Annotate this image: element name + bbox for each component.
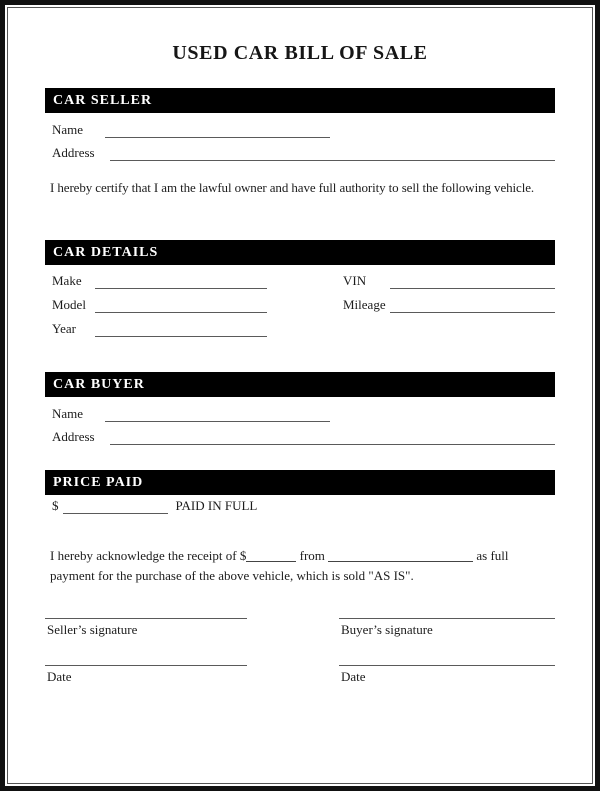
year-input[interactable] [95, 321, 267, 337]
currency-symbol: $ [52, 498, 59, 513]
price-section [45, 470, 555, 514]
price-amount-input[interactable] [63, 498, 168, 514]
seller-name-input[interactable] [105, 122, 330, 138]
seller-signature-label: Seller’s signature [47, 622, 138, 637]
payer-name-input[interactable] [328, 548, 473, 562]
make-label: Make [52, 273, 82, 288]
seller-name-row [45, 121, 555, 138]
model-input[interactable] [95, 297, 267, 313]
ack-segment-as-full: as full [476, 548, 509, 563]
make-input[interactable] [95, 273, 267, 289]
ack-segment-receipt: I hereby acknowledge the receipt of $ [50, 548, 247, 563]
seller-name-label: Name [52, 122, 84, 137]
buyer-name-input[interactable] [105, 406, 330, 422]
details-right-column [343, 272, 555, 344]
buyer-address-row [45, 428, 555, 445]
seller-signature-column [45, 618, 247, 685]
seller-section [45, 88, 555, 161]
model-label: Model [52, 297, 86, 312]
details-grid [45, 272, 555, 344]
vin-row [343, 272, 555, 289]
buyer-name-label: Name [52, 406, 84, 421]
page-inner-frame [7, 7, 593, 784]
seller-address-label: Address [52, 145, 95, 160]
price-section-header: PRICE PAID [45, 470, 555, 495]
make-row [45, 272, 298, 289]
mileage-row [343, 296, 555, 313]
page-title: USED CAR BILL OF SALE [172, 42, 428, 64]
paid-in-full-label: PAID IN FULL [175, 498, 258, 513]
seller-address-row [45, 144, 555, 161]
details-left-column [45, 272, 298, 344]
model-row [45, 296, 298, 313]
ack-segment-from: from [299, 548, 325, 563]
signature-block [45, 618, 555, 685]
buyer-signature-column [339, 618, 555, 685]
seller-date-label: Date [47, 669, 72, 684]
vin-input[interactable] [390, 273, 555, 289]
buyer-section-header: CAR BUYER [45, 372, 555, 397]
seller-section-header: CAR SELLER [45, 88, 555, 113]
vin-label: VIN [343, 273, 367, 288]
price-row [45, 497, 555, 514]
certification-text: I hereby certify that I am the lawful owner and have full authority to sell the following vehicle. [50, 180, 535, 195]
buyer-section [45, 372, 555, 445]
buyer-address-label: Address [52, 429, 95, 444]
mileage-label: Mileage [343, 297, 386, 312]
mileage-input[interactable] [390, 297, 555, 313]
details-section [45, 240, 555, 344]
buyer-signature-label: Buyer’s signature [341, 622, 433, 637]
receipt-amount-input[interactable] [246, 548, 296, 562]
year-label: Year [52, 321, 76, 336]
seller-address-input[interactable] [110, 145, 555, 161]
buyer-date-label: Date [341, 669, 366, 684]
details-section-header: CAR DETAILS [45, 240, 555, 265]
buyer-address-input[interactable] [110, 429, 555, 445]
ack-segment-payment: payment for the purchase of the above vehicle, which is sold "AS IS". [50, 568, 414, 583]
acknowledgment-text [45, 546, 555, 586]
buyer-name-row [45, 405, 555, 422]
year-row [45, 320, 298, 337]
